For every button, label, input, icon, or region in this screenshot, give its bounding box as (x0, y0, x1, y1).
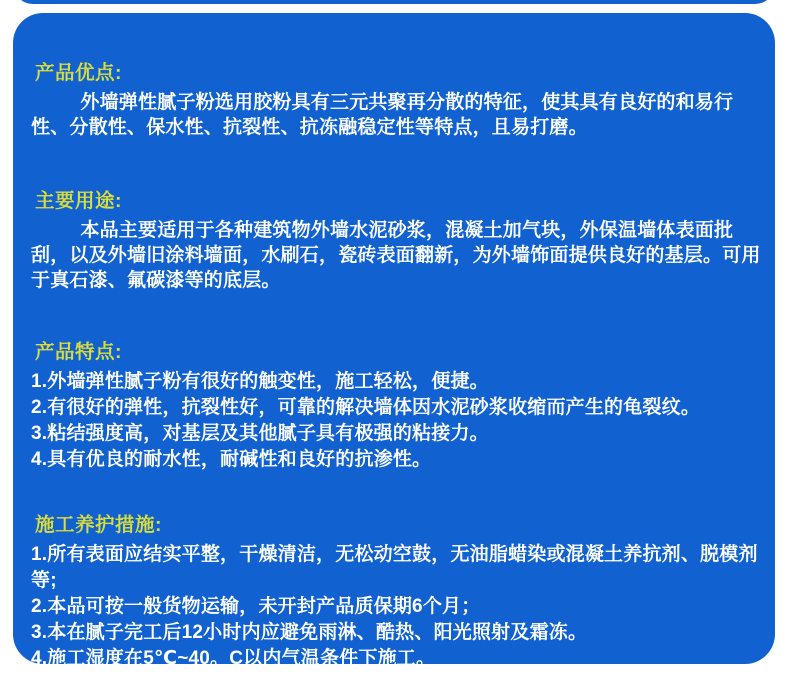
product-feature-item-3: 3.粘结强度高，对基层及其他腻子具有极强的粘接力。 (31, 423, 489, 444)
section-paragraph-product-advantages: 外墙弹性腻子粉选用胶粉具有三元共聚再分散的特征，使其具有良好的和易行性、分散性、保水性、抗裂性、抗冻融稳定性等特点，且易打磨。 (31, 92, 734, 138)
section-heading-product-features: 产品特点: (35, 341, 122, 363)
previous-card-bottom-edge (13, 0, 775, 4)
construction-care-item-3: 3.本在腻子完工后12小时内应避免雨淋、酷热、阳光照射及霜冻。 (31, 622, 588, 643)
section-heading-product-advantages: 产品优点: (35, 62, 122, 84)
section-main-uses (31, 189, 761, 293)
product-feature-item-2: 2.有很好的弹性，抗裂性好，可靠的解决墙体因水泥砂浆收缩而产生的龟裂纹。 (31, 397, 701, 418)
section-heading-construction-care: 施工养护措施: (35, 514, 162, 536)
section-construction-care (31, 513, 761, 672)
construction-care-item-1: 1.所有表面应结实平整，干燥清洁，无松动空鼓，无油脂蜡染或混凝土养抗剂、脱模剂等; (31, 544, 758, 591)
construction-care-item-2: 2.本品可按一般货物运输，未开封产品质保期6个月； (31, 596, 481, 617)
section-heading-main-uses: 主要用途: (35, 190, 122, 212)
construction-care-item-4: 4.施工湿度在5℃~40。C以内气温条件下施工。 (31, 648, 436, 669)
section-product-advantages (31, 61, 761, 140)
section-paragraph-main-uses: 本品主要适用于各种建筑物外墙水泥砂浆，混凝土加气块，外保温墙体表面批刮，以及外墙旧涂料墙面，水刷石，瓷砖表面翻新，为外墙饰面提供良好的基层。可用于真石漆、氟碳漆等的底层。 (31, 220, 761, 291)
product-feature-item-1: 1.外墙弹性腻子粉有很好的触变性，施工轻松，便捷。 (31, 371, 489, 392)
product-feature-item-4: 4.具有优良的耐水性，耐碱性和良好的抗渗性。 (31, 449, 432, 470)
section-product-features (31, 340, 761, 473)
product-info-card (13, 13, 775, 669)
